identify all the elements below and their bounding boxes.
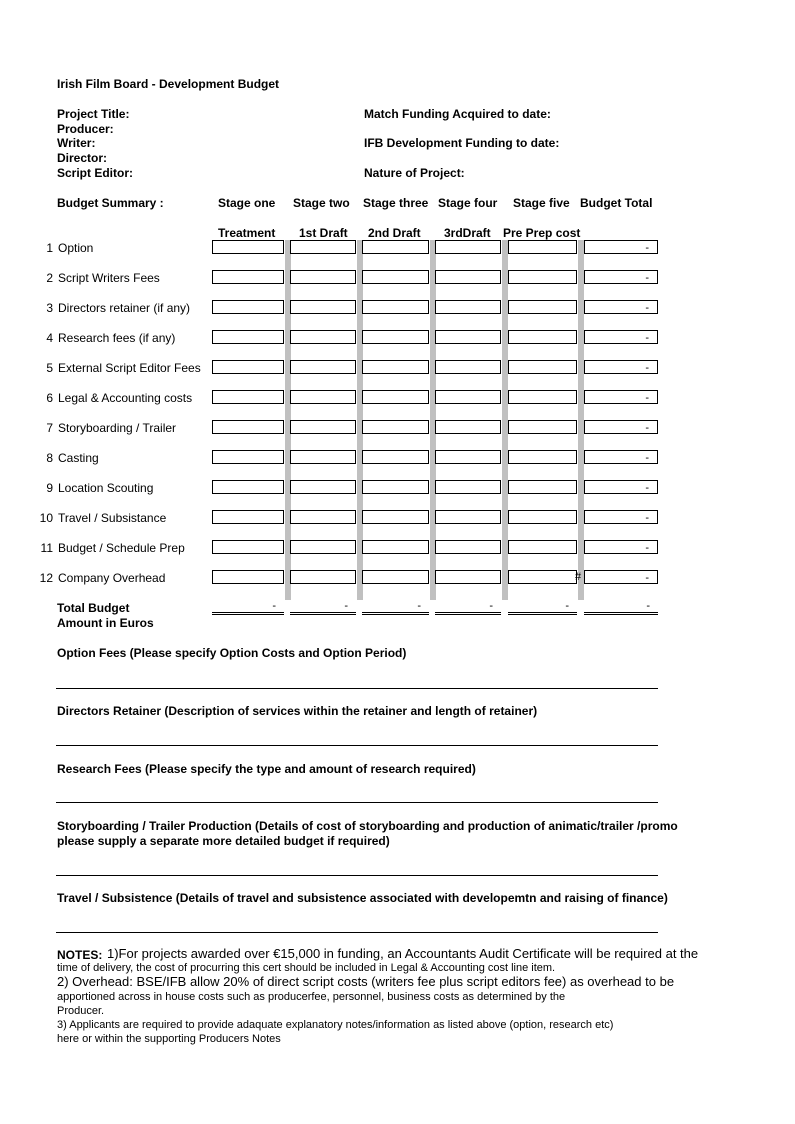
first-draft-input[interactable] [290, 540, 356, 554]
stage-five-header: Stage five [513, 196, 570, 210]
row-total: - [584, 510, 658, 524]
first-draft-subheader: 1st Draft [299, 226, 348, 240]
pre-prep-input[interactable] [508, 390, 577, 404]
row-total: - [584, 270, 658, 284]
row-total: - [584, 300, 658, 314]
second-draft-input[interactable] [362, 480, 429, 494]
match-funding-label: Match Funding Acquired to date: [364, 107, 551, 121]
pre-prep-input[interactable] [508, 480, 577, 494]
note-1-line-2: time of delivery, the cost of procurring this cert should be included in Legal & Accounting cost line item. [57, 962, 556, 974]
travel-heading: Travel / Subsistence (Details of travel and subsistence associated with developemtn and raising of finance) [57, 891, 668, 905]
total-underline [435, 612, 501, 615]
note-2-line-1: 2) Overhead: BSE/IFB allow 20% of direct script costs (writers fee plus script editors fee) as overhead to be [57, 974, 675, 989]
row-number: 1 [46, 241, 53, 255]
row-number: 4 [46, 331, 53, 345]
storyboarding-heading: Storyboarding / Trailer Production (Details of cost of storyboarding and production of animatic/trailer /promo [57, 819, 678, 833]
second-draft-input[interactable] [362, 360, 429, 374]
stage-one-header: Stage one [218, 196, 276, 210]
pre-prep-input[interactable] [508, 570, 577, 584]
first-draft-input[interactable] [290, 360, 356, 374]
notes-label: NOTES: [57, 948, 103, 962]
second-draft-input[interactable] [362, 240, 429, 254]
row-label: Location Scouting [58, 481, 154, 495]
script-editor-label: Script Editor: [57, 166, 134, 180]
treatment-subheader: Treatment [218, 226, 276, 240]
directors-retainer-heading: Directors Retainer (Description of services within the retainer and length of retainer) [57, 704, 538, 718]
total-second-draft: - [417, 600, 421, 612]
third-draft-input[interactable] [435, 570, 501, 584]
pre-prep-input[interactable] [508, 300, 577, 314]
travel-line[interactable] [56, 932, 658, 933]
row-label: Research fees (if any) [58, 331, 176, 345]
row-number: 2 [46, 271, 53, 285]
budget-total-header: Budget Total [580, 196, 653, 210]
treatment-input[interactable] [212, 540, 284, 554]
row-number: 9 [46, 481, 53, 495]
row-label: Legal & Accounting costs [58, 391, 193, 405]
second-draft-input[interactable] [362, 300, 429, 314]
budget-summary-label: Budget Summary : [57, 196, 164, 210]
director-label: Director: [57, 151, 108, 165]
row-label: Storyboarding / Trailer [58, 421, 177, 435]
first-draft-input[interactable] [290, 570, 356, 584]
treatment-input[interactable] [212, 570, 284, 584]
first-draft-input[interactable] [290, 420, 356, 434]
amount-in-euros-label: Amount in Euros [57, 616, 154, 630]
second-draft-input[interactable] [362, 570, 429, 584]
total-budget-label: Total Budget [57, 601, 130, 615]
row-total: - [584, 240, 658, 254]
stage-three-header: Stage three [363, 196, 429, 210]
storyboarding-subheading: please supply a separate more detailed budget if required) [57, 834, 390, 848]
total-pre-prep: - [565, 600, 569, 612]
note-3-line-1: 3) Applicants are required to provide adaquate explanatory notes/information as listed above (option, research etc) [57, 1019, 614, 1031]
treatment-input[interactable] [212, 300, 284, 314]
row-number: 11 [40, 541, 53, 555]
row-total: - [584, 330, 658, 344]
directors-retainer-line[interactable] [56, 745, 658, 746]
total-underline [508, 612, 577, 615]
third-draft-input[interactable] [435, 540, 501, 554]
storyboarding-line[interactable] [56, 875, 658, 876]
note-2-line-3: Producer. [57, 1005, 105, 1017]
first-draft-input[interactable] [290, 240, 356, 254]
row-label: Script Writers Fees [58, 271, 160, 285]
ifb-funding-label: IFB Development Funding to date: [364, 136, 560, 150]
row-label: Travel / Subsistance [58, 511, 167, 525]
first-draft-input[interactable] [290, 270, 356, 284]
project-title-label: Project Title: [57, 107, 130, 121]
treatment-input[interactable] [212, 450, 284, 464]
row-label: External Script Editor Fees [58, 361, 201, 375]
row-total: - [584, 390, 658, 404]
research-fees-heading: Research Fees (Please specify the type and amount of research required) [57, 762, 476, 776]
third-draft-input[interactable] [435, 510, 501, 524]
second-draft-input[interactable] [362, 270, 429, 284]
note-3-line-2: here or within the supporting Producers Notes [57, 1033, 281, 1045]
total-underline [584, 612, 658, 615]
treatment-input[interactable] [212, 240, 284, 254]
third-draft-input[interactable] [435, 270, 501, 284]
row-label: Budget / Schedule Prep [58, 541, 185, 555]
second-draft-input[interactable] [362, 540, 429, 554]
producer-label: Producer: [57, 122, 114, 136]
option-fees-line[interactable] [56, 688, 658, 689]
total-budget-total: - [646, 600, 650, 612]
row-number: 3 [46, 301, 53, 315]
second-draft-input[interactable] [362, 420, 429, 434]
third-draft-input[interactable] [435, 390, 501, 404]
total-underline [290, 612, 356, 615]
nature-of-project-label: Nature of Project: [364, 166, 465, 180]
research-fees-line[interactable] [56, 802, 658, 803]
first-draft-input[interactable] [290, 450, 356, 464]
pre-prep-input[interactable] [508, 450, 577, 464]
row-number: 6 [46, 391, 53, 405]
row-number: 10 [39, 511, 53, 525]
row-total: - [584, 360, 658, 374]
second-draft-subheader: 2nd Draft [368, 226, 421, 240]
first-draft-input[interactable] [290, 510, 356, 524]
writer-label: Writer: [57, 136, 96, 150]
treatment-input[interactable] [212, 480, 284, 494]
note-1-line-1: 1)For projects awarded over €15,000 in funding, an Accountants Audit Certificate will be required at the [107, 946, 699, 961]
total-first-draft: - [344, 600, 348, 612]
row-number: 5 [46, 361, 53, 375]
treatment-input[interactable] [212, 270, 284, 284]
row-number: 12 [39, 571, 53, 585]
document-title: Irish Film Board - Development Budget [57, 77, 280, 91]
treatment-input[interactable] [212, 330, 284, 344]
total-underline [212, 612, 284, 615]
stage-four-header: Stage four [438, 196, 498, 210]
total-underline [362, 612, 429, 615]
first-draft-input[interactable] [290, 300, 356, 314]
pre-prep-input[interactable] [508, 360, 577, 374]
row-label: Option [58, 241, 94, 255]
pre-prep-input[interactable] [508, 420, 577, 434]
row-total: - [584, 450, 658, 464]
third-draft-input[interactable] [435, 360, 501, 374]
second-draft-input[interactable] [362, 450, 429, 464]
pre-prep-input[interactable] [508, 540, 577, 554]
pre-prep-subheader: Pre Prep cost [503, 226, 581, 240]
third-draft-input[interactable] [435, 450, 501, 464]
note-2-line-2: apportioned across in house costs such as producerfee, personnel, business costs as determined by the [57, 991, 566, 1003]
first-draft-input[interactable] [290, 480, 356, 494]
third-draft-input[interactable] [435, 240, 501, 254]
row-label: Directors retainer (if any) [58, 301, 191, 315]
total-third-draft: - [489, 600, 493, 612]
pre-prep-input[interactable] [508, 240, 577, 254]
first-draft-input[interactable] [290, 330, 356, 344]
third-draft-subheader: 3rdDraft [444, 226, 491, 240]
second-draft-input[interactable] [362, 390, 429, 404]
second-draft-input[interactable] [362, 510, 429, 524]
third-draft-input[interactable] [435, 300, 501, 314]
treatment-input[interactable] [212, 420, 284, 434]
row-total: - [584, 480, 658, 494]
row-label: Company Overhead [58, 571, 166, 585]
row-number: 8 [46, 451, 53, 465]
stage-two-header: Stage two [293, 196, 350, 210]
second-draft-input[interactable] [362, 330, 429, 344]
row-total: - [584, 570, 658, 584]
third-draft-input[interactable] [435, 420, 501, 434]
treatment-input[interactable] [212, 360, 284, 374]
first-draft-input[interactable] [290, 390, 356, 404]
option-fees-heading: Option Fees (Please specify Option Costs and Option Period) [57, 646, 407, 660]
treatment-input[interactable] [212, 510, 284, 524]
third-draft-input[interactable] [435, 480, 501, 494]
pre-prep-input[interactable] [508, 330, 577, 344]
treatment-input[interactable] [212, 390, 284, 404]
third-draft-input[interactable] [435, 330, 501, 344]
row-total: - [584, 540, 658, 554]
overflow-mark: # [575, 571, 582, 583]
pre-prep-input[interactable] [508, 510, 577, 524]
row-number: 7 [46, 421, 53, 435]
row-total: - [584, 420, 658, 434]
total-treatment: - [272, 600, 276, 612]
pre-prep-input[interactable] [508, 270, 577, 284]
row-label: Casting [58, 451, 99, 465]
